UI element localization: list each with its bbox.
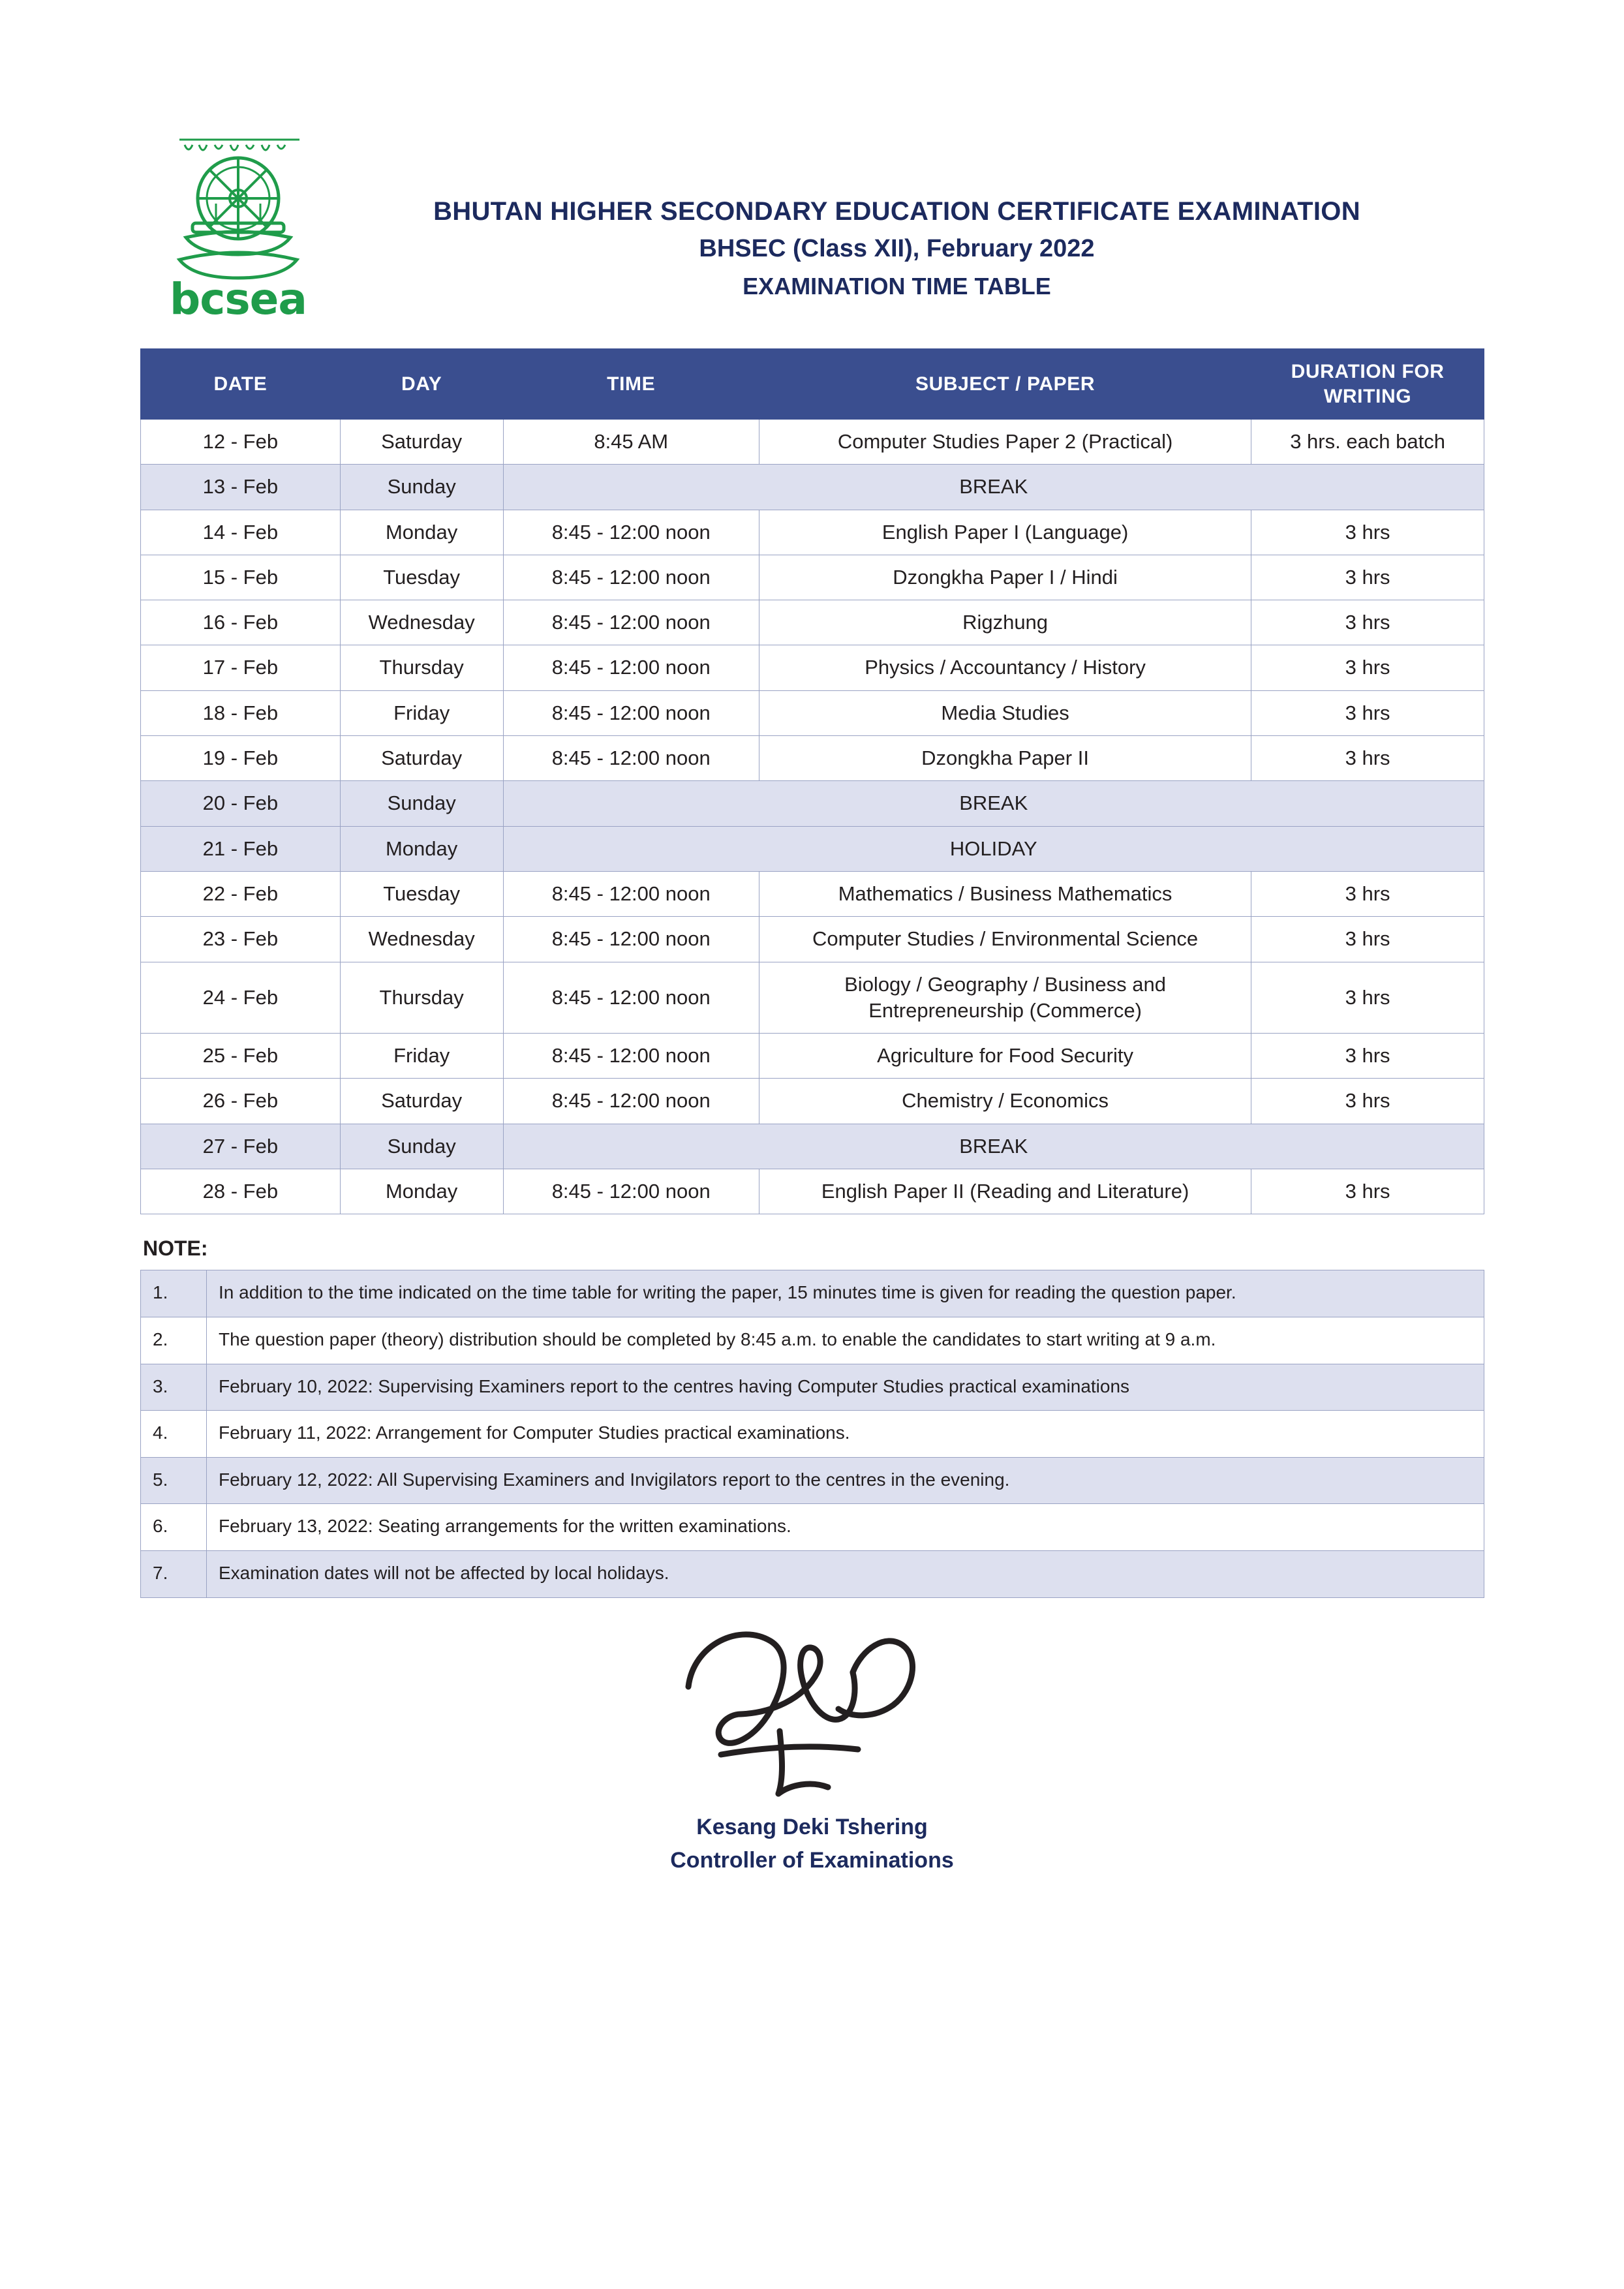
cell-date: 15 - Feb xyxy=(141,555,341,600)
cell-date: 24 - Feb xyxy=(141,962,341,1034)
cell-day: Thursday xyxy=(340,645,503,690)
cell-date: 14 - Feb xyxy=(141,510,341,555)
cell-date: 22 - Feb xyxy=(141,871,341,916)
note-text: Examination dates will not be affected by local holidays. xyxy=(207,1550,1484,1597)
cell-duration: 3 hrs xyxy=(1251,510,1484,555)
cell-day: Friday xyxy=(340,690,503,735)
cell-day: Friday xyxy=(340,1034,503,1079)
note-row xyxy=(141,1457,1484,1504)
cell-time: BREAK xyxy=(503,465,1484,510)
cell-duration: 3 hrs xyxy=(1251,1079,1484,1124)
cell-subject: Agriculture for Food Security xyxy=(759,1034,1251,1079)
cell-day: Sunday xyxy=(340,1124,503,1169)
table-row xyxy=(141,465,1484,510)
table-row xyxy=(141,736,1484,781)
column-header-day: DAY xyxy=(340,349,503,420)
cell-duration: 3 hrs. each batch xyxy=(1251,420,1484,465)
page-subtitle-secondary: EXAMINATION TIME TABLE xyxy=(743,273,1051,300)
cell-time: 8:45 - 12:00 noon xyxy=(503,510,759,555)
cell-day: Saturday xyxy=(340,736,503,781)
cell-date: 23 - Feb xyxy=(141,917,341,962)
note-number: 4. xyxy=(141,1411,207,1458)
cell-day: Monday xyxy=(340,826,503,871)
cell-date: 13 - Feb xyxy=(141,465,341,510)
table-row xyxy=(141,871,1484,916)
table-row xyxy=(141,600,1484,645)
table-row xyxy=(141,510,1484,555)
note-text: February 11, 2022: Arrangement for Computer Studies practical examinations. xyxy=(207,1411,1484,1458)
signature-icon xyxy=(643,1610,982,1805)
cell-duration: 3 hrs xyxy=(1251,555,1484,600)
note-number: 1. xyxy=(141,1270,207,1317)
cell-time: BREAK xyxy=(503,1124,1484,1169)
note-number: 2. xyxy=(141,1317,207,1364)
cell-time: 8:45 - 12:00 noon xyxy=(503,962,759,1034)
note-number: 6. xyxy=(141,1504,207,1551)
note-row xyxy=(141,1270,1484,1317)
table-header-row xyxy=(141,349,1484,420)
cell-time: 8:45 - 12:00 noon xyxy=(503,600,759,645)
bcsea-wordmark: bcsea xyxy=(170,274,307,324)
note-number: 5. xyxy=(141,1457,207,1504)
cell-duration: 3 hrs xyxy=(1251,645,1484,690)
note-row xyxy=(141,1504,1484,1551)
cell-subject: Rigzhung xyxy=(759,600,1251,645)
table-row xyxy=(141,645,1484,690)
column-header-subject: SUBJECT / PAPER xyxy=(759,349,1251,420)
table-row xyxy=(141,555,1484,600)
cell-duration: 3 hrs xyxy=(1251,1034,1484,1079)
note-label: NOTE: xyxy=(143,1237,208,1261)
cell-date: 18 - Feb xyxy=(141,690,341,735)
cell-date: 27 - Feb xyxy=(141,1124,341,1169)
cell-time: 8:45 - 12:00 noon xyxy=(503,871,759,916)
cell-date: 25 - Feb xyxy=(141,1034,341,1079)
cell-time: 8:45 - 12:00 noon xyxy=(503,1079,759,1124)
cell-subject: Chemistry / Economics xyxy=(759,1079,1251,1124)
note-text: February 12, 2022: All Supervising Examiners and Invigilators report to the centres in the evening. xyxy=(207,1457,1484,1504)
cell-time: HOLIDAY xyxy=(503,826,1484,871)
cell-date: 20 - Feb xyxy=(141,781,341,826)
document-header xyxy=(140,117,1484,324)
bcsea-emblem-icon xyxy=(153,125,323,282)
cell-date: 26 - Feb xyxy=(141,1079,341,1124)
note-row xyxy=(141,1364,1484,1411)
cell-duration: 3 hrs xyxy=(1251,1169,1484,1214)
cell-day: Saturday xyxy=(340,1079,503,1124)
cell-day: Thursday xyxy=(340,962,503,1034)
cell-subject: English Paper I (Language) xyxy=(759,510,1251,555)
table-row xyxy=(141,781,1484,826)
notes-table xyxy=(140,1270,1484,1597)
cell-subject: Computer Studies Paper 2 (Practical) xyxy=(759,420,1251,465)
table-row xyxy=(141,1034,1484,1079)
note-text: February 10, 2022: Supervising Examiners report to the centres having Computer Studies practical examinations xyxy=(207,1364,1484,1411)
cell-day: Sunday xyxy=(340,465,503,510)
cell-time: 8:45 - 12:00 noon xyxy=(503,736,759,781)
cell-time: 8:45 - 12:00 noon xyxy=(503,690,759,735)
cell-day: Wednesday xyxy=(340,600,503,645)
column-header-time: TIME xyxy=(503,349,759,420)
table-row xyxy=(141,962,1484,1034)
column-header-date: DATE xyxy=(141,349,341,420)
signature-block xyxy=(140,1610,1484,1877)
note-text: The question paper (theory) distribution should be completed by 8:45 a.m. to enable the candidates to start writing at 9 a.m. xyxy=(207,1317,1484,1364)
cell-subject: Physics / Accountancy / History xyxy=(759,645,1251,690)
table-row xyxy=(141,690,1484,735)
cell-time: 8:45 - 12:00 noon xyxy=(503,645,759,690)
examination-timetable xyxy=(140,348,1484,1214)
cell-duration: 3 hrs xyxy=(1251,871,1484,916)
cell-day: Wednesday xyxy=(340,917,503,962)
cell-time: 8:45 - 12:00 noon xyxy=(503,555,759,600)
cell-subject: Mathematics / Business Mathematics xyxy=(759,871,1251,916)
cell-date: 28 - Feb xyxy=(141,1169,341,1214)
page-subtitle: BHSEC (Class XII), February 2022 xyxy=(699,235,1095,262)
cell-time: 8:45 - 12:00 noon xyxy=(503,1034,759,1079)
cell-subject: English Paper II (Reading and Literature) xyxy=(759,1169,1251,1214)
cell-day: Tuesday xyxy=(340,555,503,600)
cell-date: 19 - Feb xyxy=(141,736,341,781)
cell-date: 12 - Feb xyxy=(141,420,341,465)
table-row xyxy=(141,826,1484,871)
cell-date: 16 - Feb xyxy=(141,600,341,645)
note-text: In addition to the time indicated on the time table for writing the paper, 15 minutes time is given for reading the question paper. xyxy=(207,1270,1484,1317)
cell-day: Saturday xyxy=(340,420,503,465)
signatory-role: Controller of Examinations xyxy=(670,1847,954,1873)
cell-duration: 3 hrs xyxy=(1251,962,1484,1034)
page-title: BHUTAN HIGHER SECONDARY EDUCATION CERTIFICATE EXAMINATION xyxy=(433,197,1360,226)
cell-time: 8:45 - 12:00 noon xyxy=(503,917,759,962)
cell-time: 8:45 AM xyxy=(503,420,759,465)
note-number: 3. xyxy=(141,1364,207,1411)
cell-subject: Media Studies xyxy=(759,690,1251,735)
note-row xyxy=(141,1317,1484,1364)
note-text: February 13, 2022: Seating arrangements for the written examinations. xyxy=(207,1504,1484,1551)
table-row xyxy=(141,1079,1484,1124)
note-row xyxy=(141,1411,1484,1458)
cell-time: 8:45 - 12:00 noon xyxy=(503,1169,759,1214)
bcsea-logo xyxy=(140,117,336,324)
table-row xyxy=(141,917,1484,962)
cell-duration: 3 hrs xyxy=(1251,690,1484,735)
column-header-duration: DURATION FOR WRITING xyxy=(1251,349,1484,420)
table-row xyxy=(141,1169,1484,1214)
cell-subject: Dzongkha Paper II xyxy=(759,736,1251,781)
cell-day: Monday xyxy=(340,510,503,555)
cell-duration: 3 hrs xyxy=(1251,600,1484,645)
cell-subject: Biology / Geography / Business and Entrepreneurship (Commerce) xyxy=(759,962,1251,1034)
cell-date: 21 - Feb xyxy=(141,826,341,871)
cell-duration: 3 hrs xyxy=(1251,736,1484,781)
table-row xyxy=(141,1124,1484,1169)
table-row xyxy=(141,420,1484,465)
cell-date: 17 - Feb xyxy=(141,645,341,690)
note-number: 7. xyxy=(141,1550,207,1597)
cell-subject: Dzongkha Paper I / Hindi xyxy=(759,555,1251,600)
title-block xyxy=(336,117,1484,305)
cell-time: BREAK xyxy=(503,781,1484,826)
cell-subject: Computer Studies / Environmental Science xyxy=(759,917,1251,962)
note-row xyxy=(141,1550,1484,1597)
signatory-name: Kesang Deki Tshering xyxy=(696,1814,928,1839)
cell-day: Tuesday xyxy=(340,871,503,916)
cell-day: Sunday xyxy=(340,781,503,826)
cell-duration: 3 hrs xyxy=(1251,917,1484,962)
cell-day: Monday xyxy=(340,1169,503,1214)
